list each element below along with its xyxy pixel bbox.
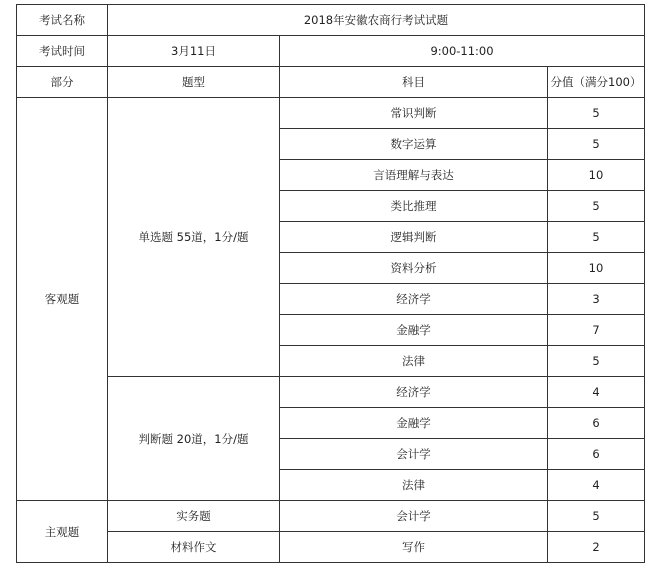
score-cell: 5 [548,346,645,377]
exam-time-row [17,36,645,67]
exam-date-value: 3月11日 [108,36,280,67]
subject-cell: 类比推理 [280,191,548,222]
score-cell: 5 [548,98,645,129]
header-type: 题型 [108,67,280,98]
score-cell: 6 [548,439,645,470]
type-cell: 材料作文 [108,532,280,563]
header-part: 部分 [17,67,108,98]
score-cell: 5 [548,129,645,160]
table-row [17,377,645,408]
single-choice-type-cell: 单选题 55道，1分/题 [108,98,280,377]
score-cell: 10 [548,160,645,191]
score-cell: 4 [548,377,645,408]
subject-cell: 资料分析 [280,253,548,284]
subject-cell: 逻辑判断 [280,222,548,253]
exam-name-value: 2018年安徽农商行考试试题 [108,5,645,36]
objective-part-cell: 客观题 [17,98,108,501]
subjective-part-cell: 主观题 [17,501,108,563]
subject-cell: 会计学 [280,439,548,470]
score-cell: 5 [548,222,645,253]
header-row [17,67,645,98]
header-subject: 科目 [280,67,548,98]
score-cell: 5 [548,191,645,222]
subject-cell: 金融学 [280,408,548,439]
exam-name-row [17,5,645,36]
subject-cell: 言语理解与表达 [280,160,548,191]
score-cell: 10 [548,253,645,284]
exam-time-value: 9:00-11:00 [280,36,645,67]
header-score: 分值（满分100） [548,67,645,98]
subject-cell: 写作 [280,532,548,563]
score-cell: 3 [548,284,645,315]
score-cell: 4 [548,470,645,501]
score-cell: 6 [548,408,645,439]
table-row [17,98,645,129]
subject-cell: 经济学 [280,377,548,408]
subject-cell: 金融学 [280,315,548,346]
true-false-type-cell: 判断题 20道，1分/题 [108,377,280,501]
table-row [17,501,645,532]
exam-name-label: 考试名称 [17,5,108,36]
score-cell: 7 [548,315,645,346]
exam-time-label: 考试时间 [17,36,108,67]
table-row [17,532,645,563]
exam-table [16,4,645,563]
subject-cell: 会计学 [280,501,548,532]
subject-cell: 法律 [280,346,548,377]
score-cell: 2 [548,532,645,563]
subject-cell: 数字运算 [280,129,548,160]
subject-cell: 经济学 [280,284,548,315]
score-cell: 5 [548,501,645,532]
type-cell: 实务题 [108,501,280,532]
subject-cell: 法律 [280,470,548,501]
subject-cell: 常识判断 [280,98,548,129]
